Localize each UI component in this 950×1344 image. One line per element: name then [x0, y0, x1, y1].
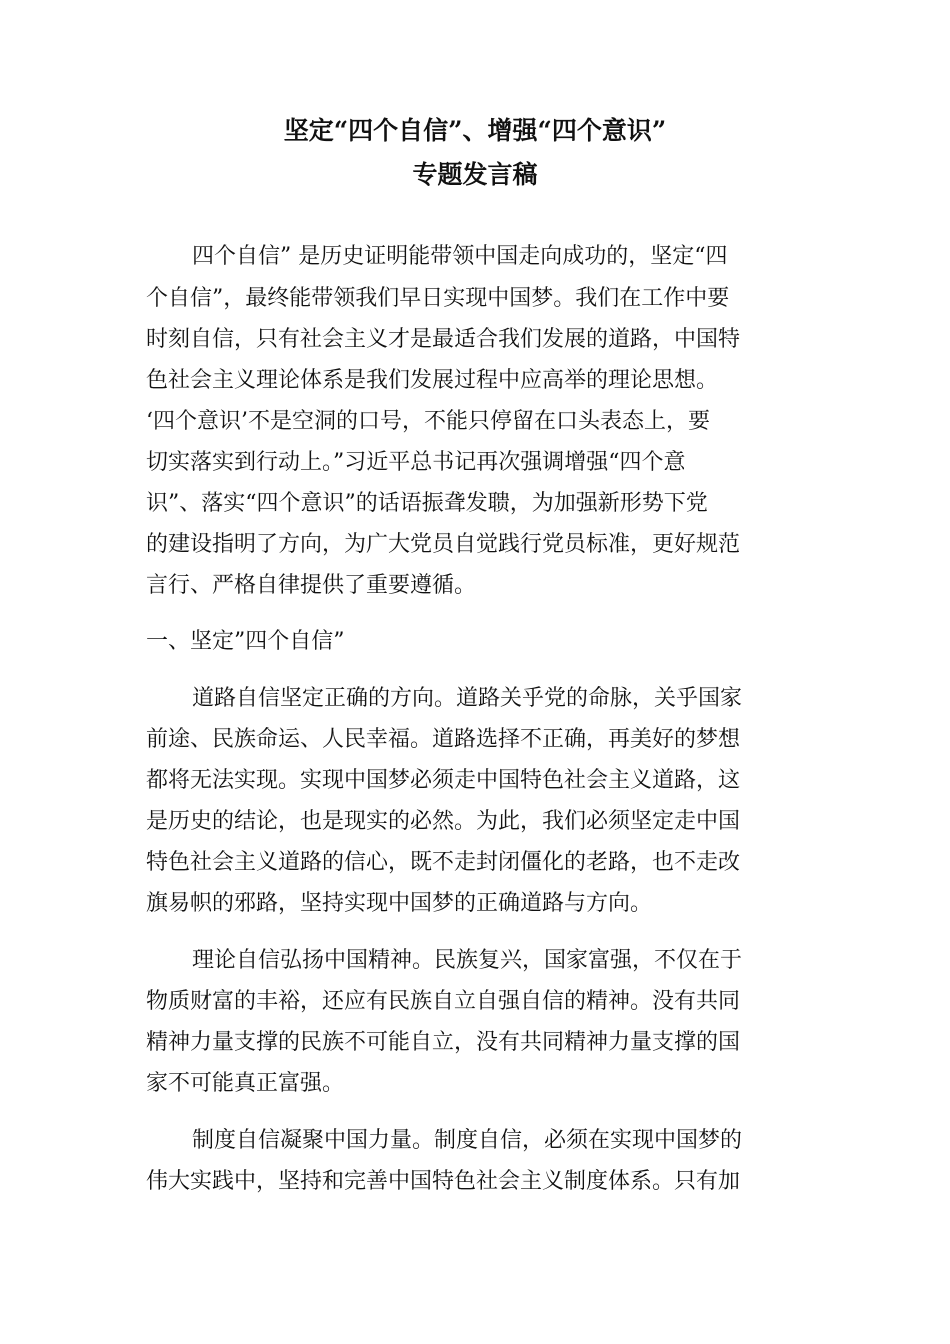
text-line: 物质财富的丰裕，还应有民族自立自强自信的精神。没有共同 [146, 989, 741, 1014]
document-title: 坚定“四个自信”、增强“四个意识” [283, 116, 667, 145]
text-line: 前途、民族命运、人民幸福。道路选择不正确，再美好的梦想 [146, 727, 741, 752]
text-line: 言行、严格自律提供了重要遵循。 [146, 573, 477, 598]
text-line: 精神力量支撑的民族不可能自立，没有共同精神力量支撑的国 [146, 1030, 741, 1055]
text-line: 家不可能真正富强。 [146, 1071, 345, 1096]
text-line: 特色社会主义道路的信心，既不走封闭僵化的老路，也不走改 [146, 850, 741, 875]
document-subtitle: 专题发言稿 [412, 160, 538, 189]
text-line: 都将无法实现。实现中国梦必须走中国特色社会主义道路，这 [146, 768, 741, 793]
text-line: 个自信”，最终能带领我们早日实现中国梦。我们在工作中要 [146, 286, 730, 311]
text-line: 是历史的结论，也是现实的必然。为此，我们必须坚定走中国 [146, 809, 741, 834]
text-line: 切实落实到行动上。”习近平总书记再次强调增强“四个意 [146, 450, 686, 475]
text-line: 理论自信弘扬中国精神。民族复兴，国家富强，不仅在于 [192, 948, 743, 973]
text-line: 识”、落实“四个意识”的话语振聋发聩，为加强新形势下党 [146, 491, 708, 516]
text-line: 时刻自信，只有社会主义才是最适合我们发展的道路，中国特 [146, 327, 741, 352]
text-line: 制度自信凝聚中国力量。制度自信，必须在实现中国梦的 [192, 1128, 743, 1153]
text-line: ‘四个意识’不是空洞的口号，不能只停留在口头表态上，要 [146, 409, 710, 434]
text-line: 旗易帜的邪路，坚持实现中国梦的正确道路与方向。 [146, 891, 653, 916]
text-line: 道路自信坚定正确的方向。道路关乎党的命脉，关乎国家 [192, 686, 743, 711]
text-line: 色社会主义理论体系是我们发展过程中应高举的理论思想。 [146, 368, 719, 393]
section-heading: 一、坚定”四个自信” [146, 629, 345, 654]
text-line: 伟大实践中，坚持和完善中国特色社会主义制度体系。只有加 [146, 1169, 741, 1194]
text-line: 四个自信” 是历史证明能带领中国走向成功的，坚定“四 [192, 244, 728, 269]
text-line: 的建设指明了方向，为广大党员自觉践行党员标准，更好规范 [146, 532, 741, 557]
